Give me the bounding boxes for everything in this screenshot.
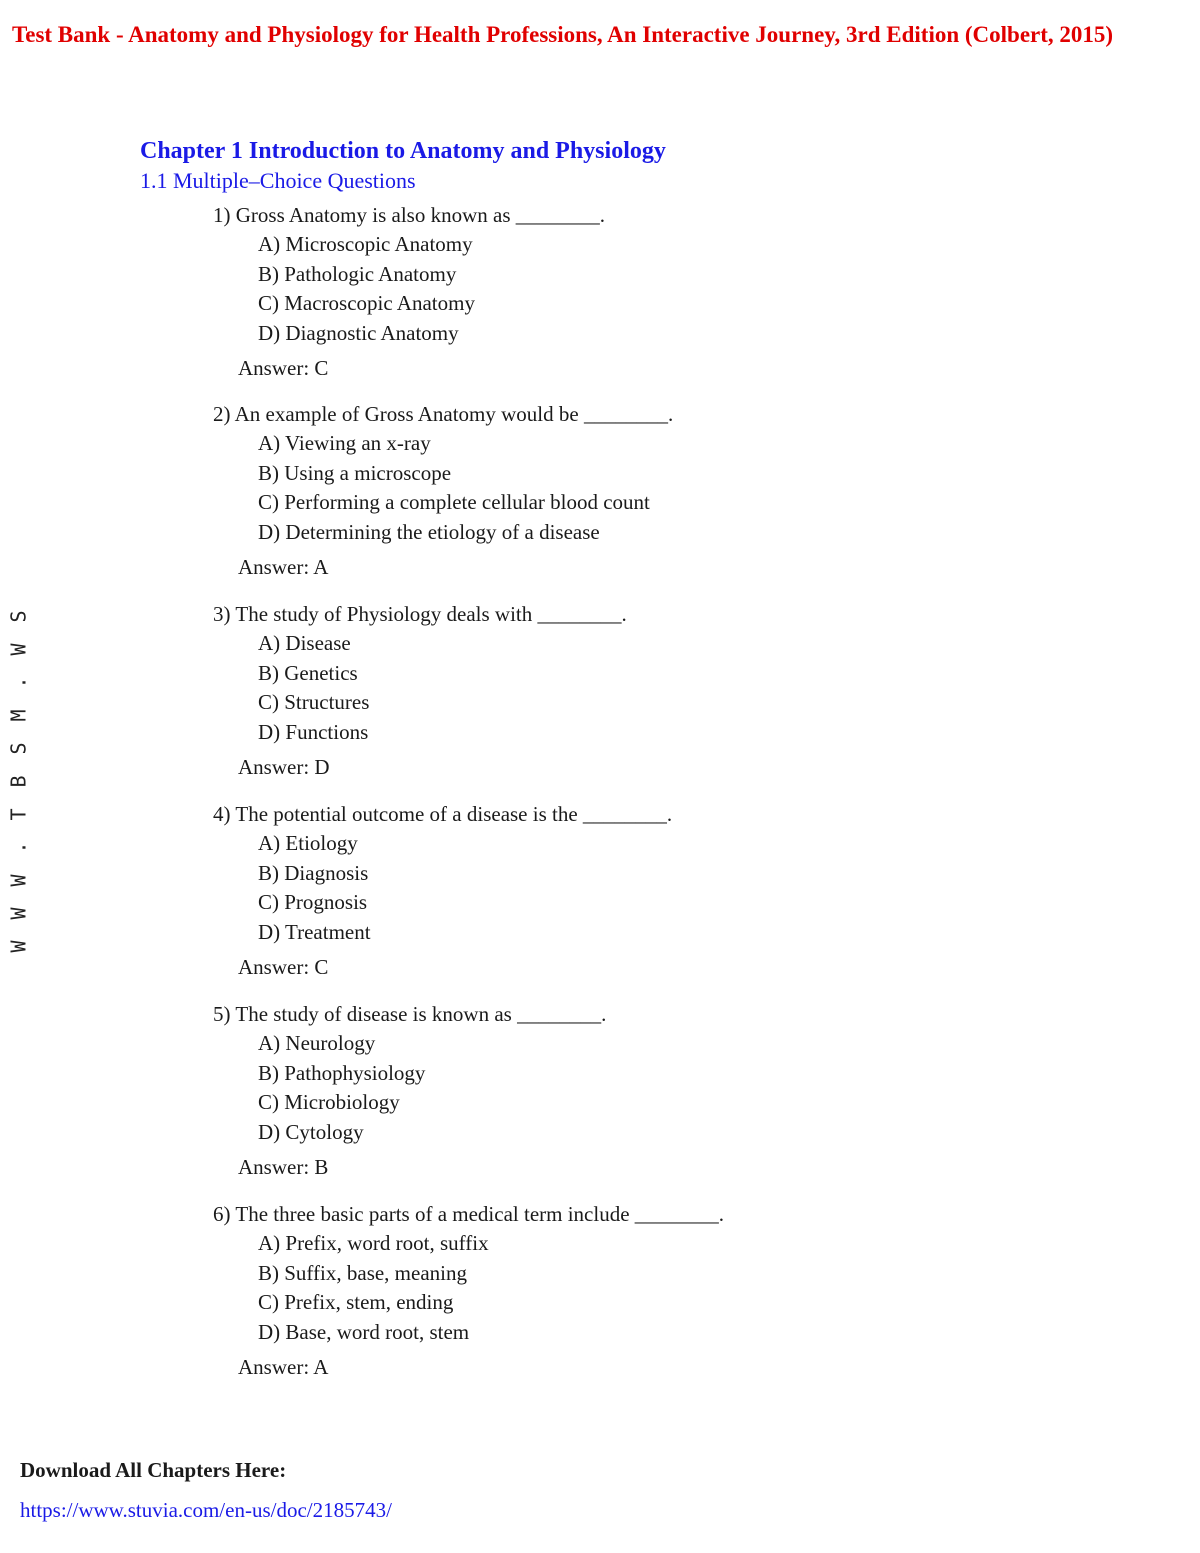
option-b: B) Diagnosis (258, 860, 369, 885)
watermark-char: M (6, 709, 31, 722)
watermark-char: W (6, 643, 31, 656)
side-watermark (8, 600, 30, 963)
option-b: B) Suffix, base, meaning (258, 1260, 467, 1285)
option-a: A) Disease (258, 631, 351, 655)
question-stem: 1) Gross Anatomy is also known as ________. (213, 203, 605, 227)
watermark-char: B (6, 775, 31, 788)
option-c: C) Macroscopic Anatomy (258, 291, 475, 315)
option-a: A) Etiology (258, 831, 358, 855)
question-6 (213, 1199, 913, 1382)
answer: Answer: A (238, 555, 329, 579)
answer: Answer: B (238, 1155, 329, 1179)
option-a: A) Microscopic Anatomy (258, 232, 473, 256)
option-d: D) Determining the etiology of a disease (258, 519, 600, 544)
watermark-char: S (6, 742, 31, 755)
option-c: C) Microbiology (258, 1090, 400, 1114)
watermark-char: . (6, 676, 31, 689)
download-link[interactable]: https://www.stuvia.com/en-us/doc/2185743/ (20, 1498, 392, 1522)
question-stem: 6) The three basic parts of a medical term include ________. (213, 1202, 725, 1226)
answer: Answer: C (238, 356, 329, 380)
section-title: 1.1 Multiple–Choice Questions (140, 168, 416, 193)
answer: Answer: C (238, 955, 329, 979)
question-5 (213, 999, 913, 1182)
download-label: Download All Chapters Here: (20, 1458, 287, 1482)
option-c: C) Prefix, stem, ending (258, 1290, 454, 1314)
question-3 (213, 599, 913, 782)
watermark-char: T (6, 808, 31, 821)
watermark-char: S (6, 610, 31, 623)
question-stem: 3) The study of Physiology deals with ________. (213, 602, 627, 626)
option-d: D) Base, word root, stem (258, 1319, 470, 1344)
option-b: B) Genetics (258, 660, 358, 685)
option-d: D) Diagnostic Anatomy (258, 320, 459, 345)
option-b: B) Pathophysiology (258, 1060, 426, 1085)
option-b: B) Using a microscope (258, 460, 452, 485)
watermark-char: W (6, 907, 31, 920)
option-a: A) Prefix, word root, suffix (258, 1231, 489, 1255)
answer: Answer: A (238, 1355, 329, 1379)
option-d: D) Functions (258, 719, 369, 744)
option-b: B) Pathologic Anatomy (258, 261, 457, 286)
question-2 (213, 399, 913, 582)
option-d: D) Cytology (258, 1119, 364, 1144)
question-stem: 5) The study of disease is known as ________. (213, 1002, 607, 1026)
option-a: A) Neurology (258, 1031, 376, 1055)
option-c: C) Prognosis (258, 890, 368, 914)
watermark-char: W (6, 940, 31, 953)
option-a: A) Viewing an x-ray (258, 431, 431, 455)
document-header-title: Test Bank - Anatomy and Physiology for Health Professions, An Interactive Journey, 3rd Edition (Colbert, 2015) (12, 22, 1114, 47)
question-1 (213, 200, 913, 383)
chapter-title: Chapter 1 Introduction to Anatomy and Physiology (140, 138, 666, 164)
question-4 (213, 799, 913, 982)
question-stem: 2) An example of Gross Anatomy would be ________. (213, 402, 674, 426)
watermark-char: . (6, 841, 31, 854)
watermark-char: W (6, 874, 31, 887)
answer: Answer: D (238, 755, 330, 779)
option-d: D) Treatment (258, 919, 371, 944)
option-c: C) Performing a complete cellular blood count (258, 490, 650, 514)
question-stem: 4) The potential outcome of a disease is the ________. (213, 802, 673, 826)
option-c: C) Structures (258, 690, 370, 714)
